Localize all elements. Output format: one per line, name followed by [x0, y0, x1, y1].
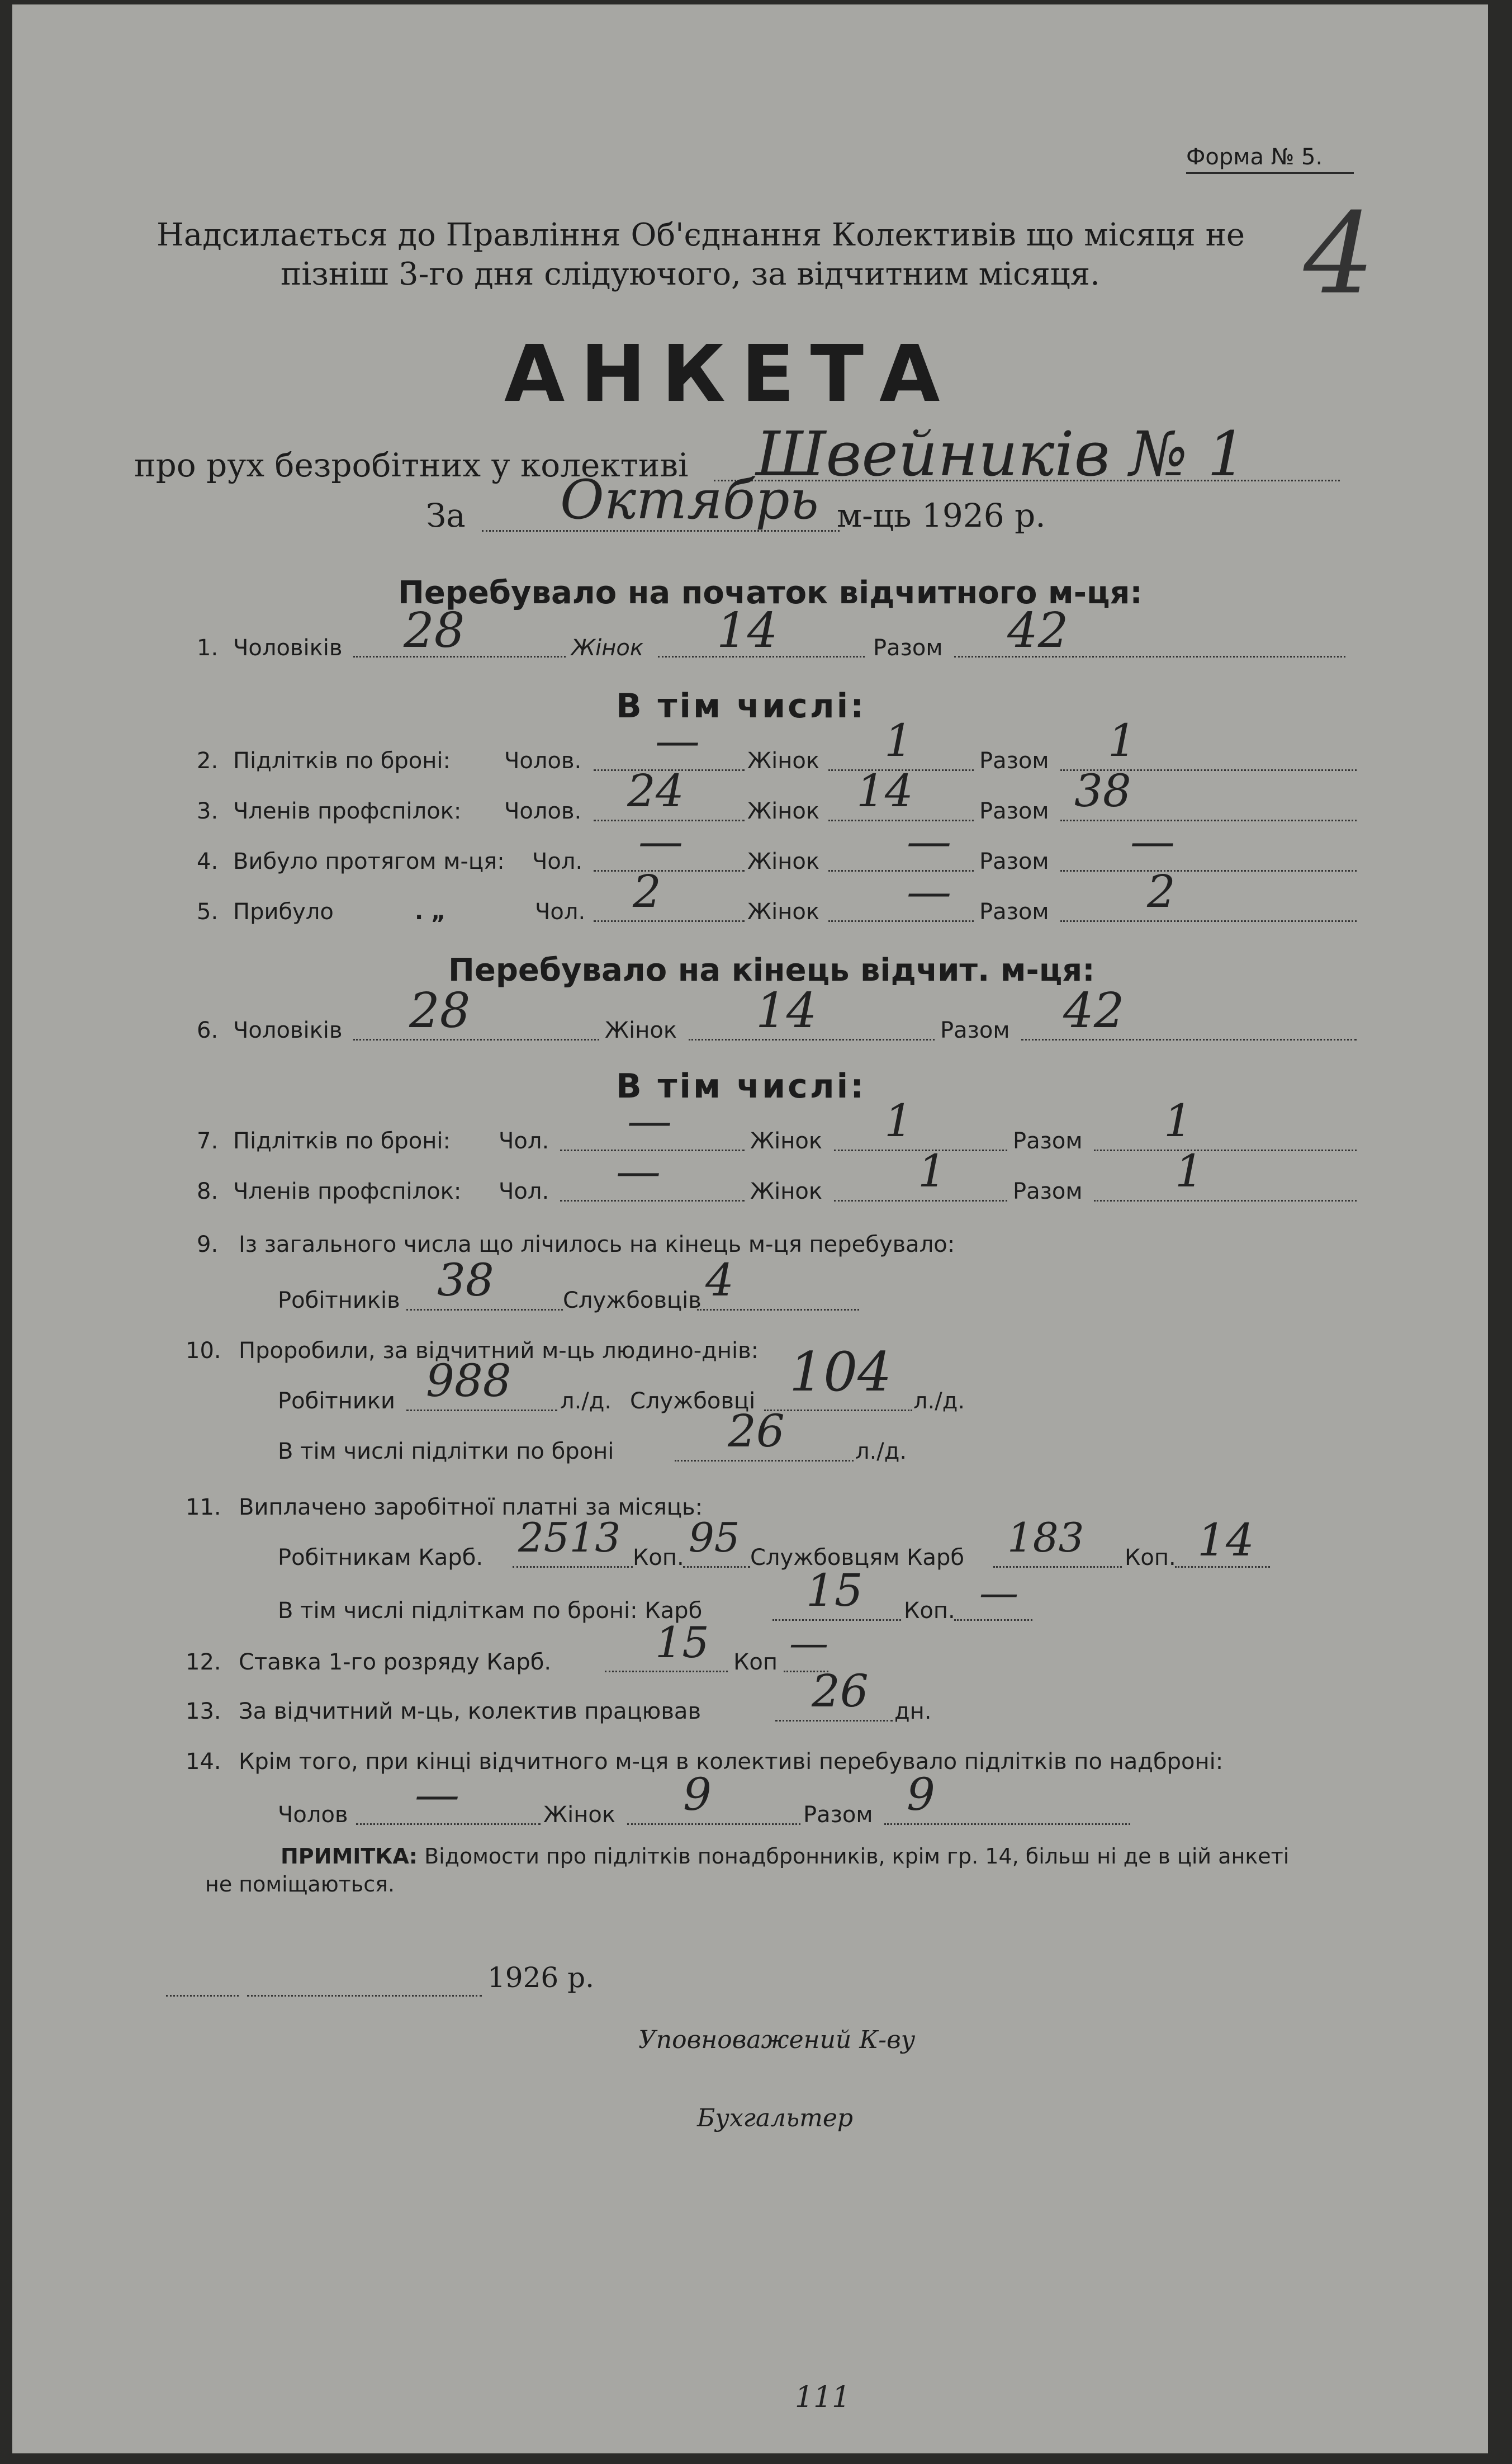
row-7-label: Підлітків по броні: — [233, 1128, 451, 1154]
row-7-total-dots — [1094, 1150, 1357, 1151]
row-4-total-value: — — [1130, 815, 1175, 867]
month-prefix: За — [426, 496, 466, 535]
row-4-men-dots — [594, 870, 745, 872]
row-5-num: 5. — [197, 899, 219, 925]
row-12-krb-dots — [605, 1671, 728, 1672]
row-6-men-label: Чоловіків — [233, 1018, 343, 1043]
row-1-total-label: Разом — [873, 635, 943, 661]
row-5-total-label: Разом — [979, 899, 1049, 925]
row-11-employees-krb-value: 183 — [1007, 1514, 1084, 1561]
row-10-unit: л./д. — [560, 1388, 612, 1414]
row-11-teens-kop-label: Коп. — [904, 1598, 955, 1624]
row-10-employees-dots — [764, 1410, 912, 1411]
note-line-2: пізніш 3-го дня слідуючого, за відчитним місяця. — [281, 256, 1100, 292]
row-1-men-value: 28 — [404, 603, 465, 659]
row-7-num: 7. — [197, 1128, 219, 1154]
row-9-employees-label: Службовців — [563, 1288, 702, 1313]
section-start-title: Перебувало на початок відчитного м-ця: — [398, 575, 1143, 611]
row-7-men-label: Чол. — [499, 1128, 549, 1154]
row-11-workers-krb-dots — [513, 1566, 633, 1568]
row-13-days-dots — [775, 1720, 893, 1722]
row-9-label: Із загального числа що лічилось на кінець м-ця перебувало: — [239, 1232, 955, 1257]
row-9-workers-value: 38 — [437, 1254, 494, 1306]
row-8-num: 8. — [197, 1179, 219, 1204]
row-10-teens-dots — [675, 1460, 854, 1462]
row-12-num: 12. — [186, 1649, 221, 1675]
row-12-kop-label: Коп — [733, 1649, 778, 1675]
row-11-workers-kop-dots — [683, 1566, 750, 1568]
row-10-teens-value: 26 — [728, 1405, 785, 1457]
row-5-marks: . „ — [415, 899, 446, 925]
footnote-text-1: Відомости про підлітків понадбронників, крім гр. 14, більш ні де в цій анкеті — [424, 1844, 1290, 1869]
row-5-women-dots — [828, 920, 974, 922]
row-5-label: Прибуло — [233, 899, 334, 925]
collective-handwritten: Швейників № 1 — [756, 418, 1246, 490]
row-8-women-value: 1 — [918, 1145, 946, 1197]
row-2-women-label: Жінок — [747, 748, 819, 774]
row-3-label: Членів профспілок: — [233, 798, 462, 824]
row-11-teens-krb-value: 15 — [806, 1564, 863, 1616]
row-1-num: 1. — [197, 635, 219, 661]
section-in-number-1: В тім числі: — [616, 687, 866, 726]
row-3-women-value: 14 — [856, 765, 913, 817]
row-3-num: 3. — [197, 798, 219, 824]
row-13-label: За відчитний м-ць, колектив працював — [239, 1699, 702, 1724]
row-11-teens-label: В тім числі підліткам по броні: Карб — [278, 1598, 703, 1624]
row-3-total-dots — [1060, 820, 1357, 821]
row-6-women-dots — [689, 1039, 935, 1041]
row-8-women-label: Жінок — [750, 1179, 822, 1204]
row-4-women-value: — — [907, 815, 951, 867]
row-13-num: 13. — [186, 1699, 221, 1724]
row-14-total-value: 9 — [907, 1768, 935, 1820]
row-8-men-label: Чол. — [499, 1179, 549, 1204]
row-11-kop-label-2: Коп. — [1125, 1545, 1176, 1571]
date-year: 1926 р. — [487, 1961, 595, 1994]
row-14-men-dots — [356, 1823, 541, 1825]
row-3-women-dots — [828, 820, 974, 821]
row-12-krb-value: 15 — [655, 1618, 709, 1667]
row-6-num: 6. — [197, 1018, 219, 1043]
row-11-employees-kop-dots — [1175, 1566, 1270, 1568]
row-6-women-value: 14 — [756, 983, 817, 1039]
row-4-label: Вибуло протягом м-ця: — [233, 849, 505, 874]
row-12-kop-value: — — [789, 1620, 828, 1666]
row-3-total-label: Разом — [979, 798, 1049, 824]
footnote-bold: ПРИМІТКА: — [281, 1844, 418, 1869]
row-3-men-value: 24 — [627, 765, 684, 817]
row-9-num: 9. — [197, 1232, 219, 1257]
row-9-workers-dots — [406, 1309, 563, 1311]
row-7-women-label: Жінок — [750, 1128, 822, 1154]
row-5-total-dots — [1060, 920, 1357, 922]
row-1-total-value: 42 — [1007, 603, 1069, 659]
row-2-label: Підлітків по броні: — [233, 748, 451, 774]
corner-mark: 4 — [1304, 189, 1375, 319]
date-month-dots — [247, 1995, 482, 1997]
row-4-total-dots — [1060, 870, 1357, 872]
form-title: АНКЕТА — [504, 329, 956, 420]
row-5-total-value: 2 — [1147, 866, 1176, 918]
row-14-men-value: — — [415, 1768, 459, 1820]
row-8-total-value: 1 — [1175, 1145, 1203, 1197]
row-2-men-value: — — [655, 715, 700, 767]
row-14-total-label: Разом — [803, 1802, 873, 1828]
row-5-women-value: — — [907, 866, 951, 918]
row-3-women-label: Жінок — [747, 798, 819, 824]
row-1-men-label: Чоловіків — [233, 635, 343, 661]
row-11-employees-krb-dots — [993, 1566, 1122, 1568]
row-3-men-label: Чолов. — [504, 798, 582, 824]
row-8-men-value: — — [616, 1145, 661, 1197]
row-1-women-value: 14 — [717, 603, 778, 659]
row-10-unit-2: л./д. — [913, 1388, 965, 1414]
row-14-label: Крім того, при кінці відчитного м-ця в колективі перебувало підлітків по надброні: — [239, 1749, 1224, 1775]
row-6-total-dots — [1021, 1039, 1357, 1041]
row-14-men-label: Чолов — [278, 1802, 348, 1828]
row-6-men-value: 28 — [409, 983, 471, 1039]
row-12-label: Ставка 1-го розряду Карб. — [239, 1649, 552, 1675]
row-2-total-value: 1 — [1108, 715, 1136, 767]
row-13-unit: дн. — [894, 1699, 932, 1724]
row-4-num: 4. — [197, 849, 219, 874]
subtitle-prefix: про рух безробітних у колективі — [134, 446, 689, 484]
form-number: Форма № 5. — [1186, 144, 1323, 170]
row-11-workers-label: Робітникам Карб. — [278, 1545, 484, 1571]
row-8-men-dots — [560, 1200, 745, 1202]
row-10-workers-label: Робітники — [278, 1388, 395, 1414]
form-number-underline — [1186, 172, 1354, 174]
row-5-women-label: Жінок — [747, 899, 819, 925]
row-4-women-label: Жінок — [747, 849, 819, 874]
row-14-women-value: 9 — [683, 1768, 712, 1820]
row-7-total-label: Разом — [1013, 1128, 1083, 1154]
bottom-mark: 111 — [795, 2381, 851, 2414]
row-4-women-dots — [828, 870, 974, 872]
row-7-men-value: — — [627, 1095, 672, 1147]
row-11-workers-kop-value: 95 — [689, 1514, 740, 1561]
note-line-1: Надсилається до Правління Об'єднання Колективів що місяця не — [157, 217, 1245, 253]
row-9-employees-value: 4 — [705, 1254, 734, 1306]
row-13-days-value: 26 — [812, 1665, 869, 1717]
row-7-women-value: 1 — [884, 1095, 913, 1147]
row-11-employees-kop-value: 14 — [1197, 1514, 1254, 1566]
row-6-women-label: Жінок — [605, 1018, 677, 1043]
row-1-women-label: Жінок — [571, 635, 643, 661]
row-7-total-value: 1 — [1164, 1095, 1192, 1147]
row-6-total-label: Разом — [940, 1018, 1010, 1043]
month-suffix: м-ць 1926 р. — [837, 496, 1046, 535]
row-8-total-dots — [1094, 1200, 1357, 1202]
row-14-num: 14. — [186, 1749, 221, 1775]
row-10-num: 10. — [186, 1338, 221, 1364]
row-11-teens-kop-value: — — [979, 1570, 1018, 1616]
row-4-total-label: Разом — [979, 849, 1049, 874]
row-8-women-dots — [834, 1200, 1007, 1202]
section-in-number-2: В тім числі: — [616, 1067, 866, 1106]
row-4-men-value: — — [638, 815, 683, 867]
date-day-dots — [166, 1995, 239, 1997]
row-14-total-dots — [884, 1823, 1130, 1825]
row-5-men-dots — [594, 920, 745, 922]
row-2-num: 2. — [197, 748, 219, 774]
row-10-teens-label: В тім числі підлітки по броні — [278, 1439, 614, 1464]
footnote-line-1 — [281, 1844, 1289, 1869]
signature-authorized: Уповноважений К-ву — [638, 2026, 916, 2054]
row-9-workers-label: Робітників — [278, 1288, 400, 1313]
row-5-men-value: 2 — [633, 866, 661, 918]
footnote-line-2: не поміщаються. — [205, 1872, 395, 1897]
row-10-workers-dots — [406, 1410, 557, 1411]
row-11-num: 11. — [186, 1495, 221, 1520]
row-11-teens-kop-dots — [954, 1619, 1032, 1621]
row-6-total-value: 42 — [1063, 983, 1125, 1039]
row-8-label: Членів профспілок: — [233, 1179, 462, 1204]
row-14-women-dots — [627, 1823, 800, 1825]
row-3-total-value: 38 — [1074, 765, 1131, 817]
row-11-label: Виплачено заробітної платні за місяць: — [239, 1495, 703, 1520]
row-10-workers-value: 988 — [426, 1355, 511, 1407]
row-10-unit-3: л./д. — [855, 1439, 907, 1464]
row-10-employees-label: Службовці — [630, 1388, 756, 1414]
row-11-employees-label: Службовцям Карб — [750, 1545, 965, 1571]
form-sheet — [12, 4, 1488, 2453]
row-2-women-value: 1 — [884, 715, 913, 767]
row-4-men-label: Чол. — [532, 849, 583, 874]
signature-accountant: Бухгальтер — [697, 2104, 854, 2132]
row-8-total-label: Разом — [1013, 1179, 1083, 1204]
row-6-men-dots — [353, 1039, 599, 1041]
row-2-men-label: Чолов. — [504, 748, 582, 774]
section-end-title: Перебувало на кінець відчит. м-ця: — [448, 952, 1095, 989]
row-10-employees-value: 104 — [789, 1341, 892, 1403]
month-handwritten: Октябрь — [560, 469, 819, 531]
row-14-women-label: Жінок — [543, 1802, 615, 1828]
row-11-kop-label: Коп. — [633, 1545, 684, 1571]
row-2-total-label: Разом — [979, 748, 1049, 774]
row-5-men-label: Чол. — [535, 899, 586, 925]
row-10-label: Проробили, за відчитний м-ць людино-днів: — [239, 1338, 759, 1364]
row-11-workers-krb-value: 2513 — [518, 1514, 621, 1561]
row-9-employees-dots — [697, 1309, 859, 1311]
